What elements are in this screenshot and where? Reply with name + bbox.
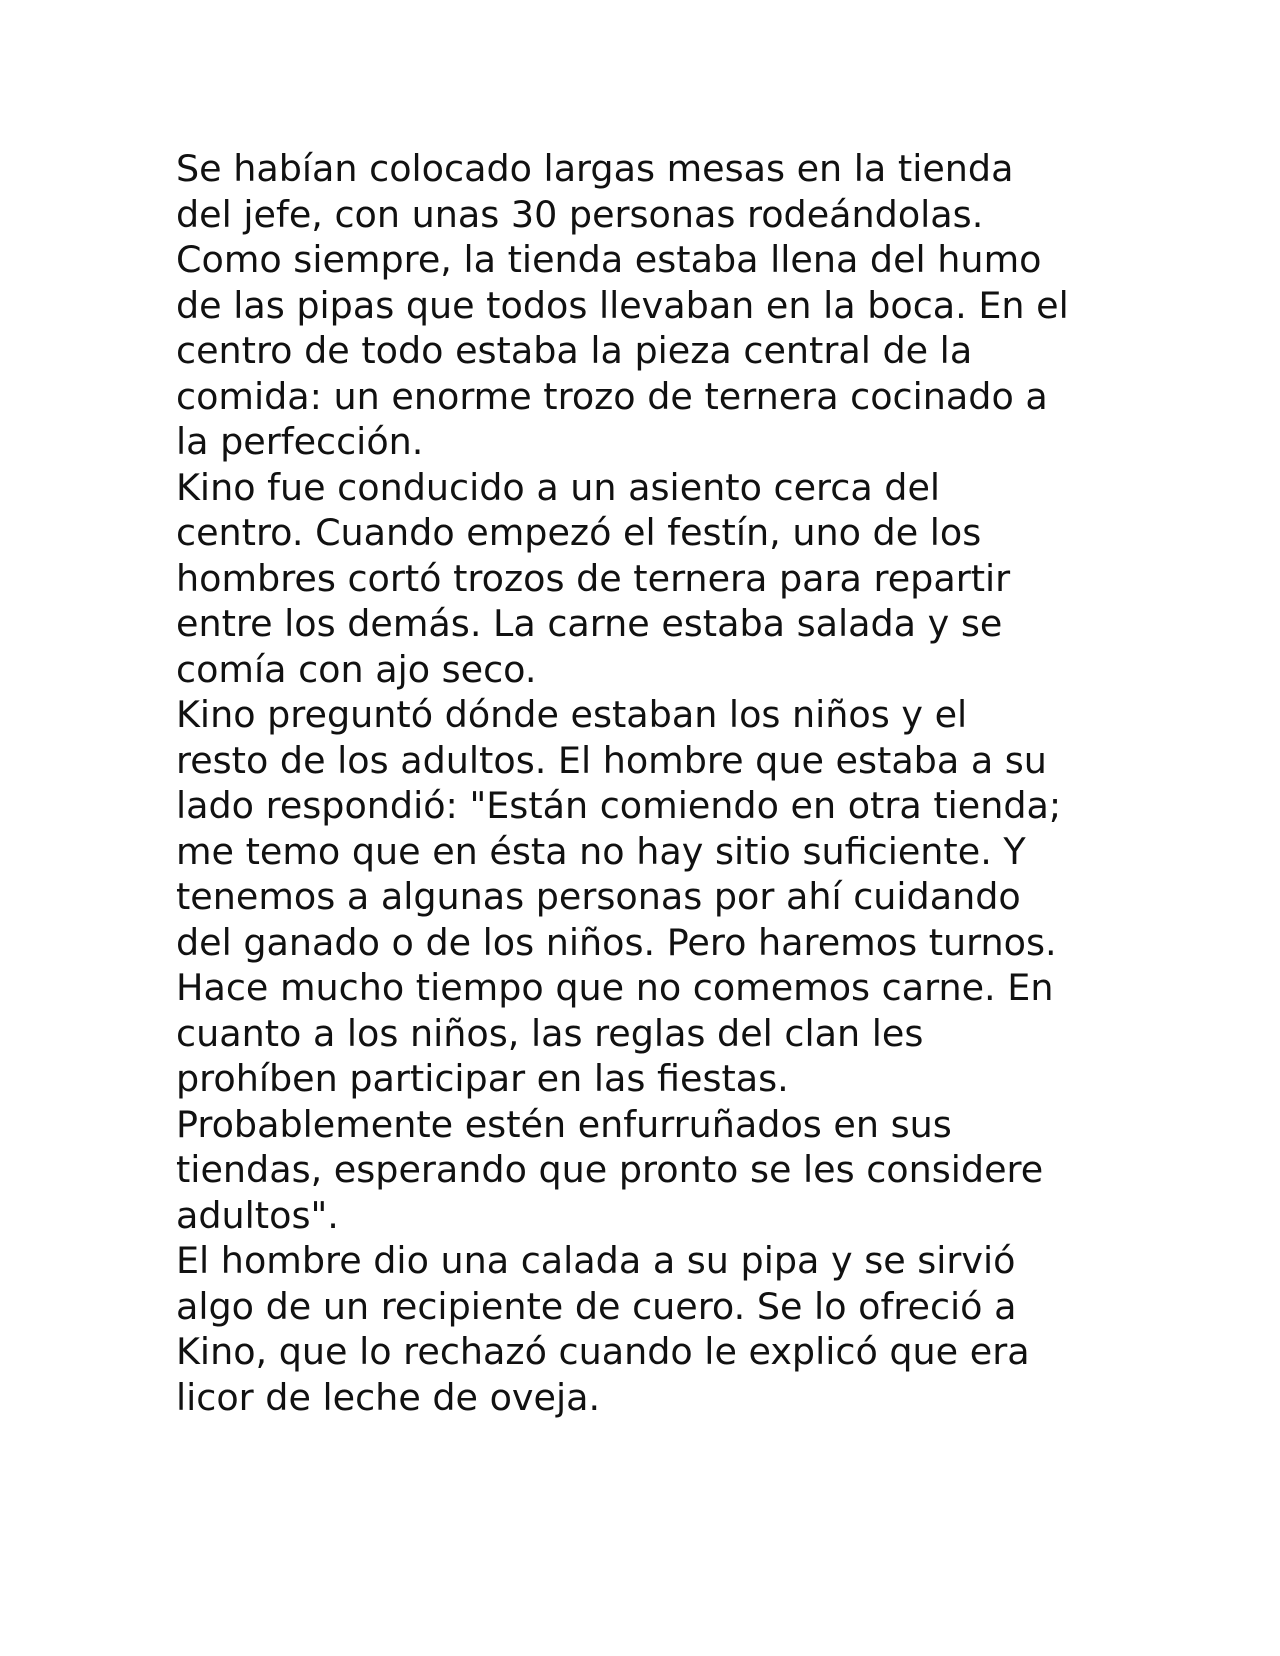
text-line: prohíben participar en las fiestas. (176, 1057, 789, 1100)
text-line: Kino fue conducido a un asiento cerca del (176, 465, 941, 509)
text-line: del ganado o de los niños. Pero haremos turnos. (176, 920, 1057, 964)
text-line: Hace mucho tiempo que no comemos carne. En (176, 966, 1054, 1009)
text-line: tenemos a algunas personas por ahí cuidando (176, 875, 1021, 918)
text-line: Se habían colocado largas mesas en la tienda (176, 147, 1014, 190)
text-line: adultos". (176, 1193, 339, 1237)
body-text (176, 146, 1136, 1420)
text-line: Kino, que lo rechazó cuando le explicó que era (176, 1330, 1030, 1373)
text-line: cuanto a los niños, las reglas del clan les (176, 1011, 924, 1055)
text-line: hombres cortó trozos de ternera para repartir (176, 556, 1011, 600)
text-line: lado respondió: "Están comiendo en otra tienda; (176, 784, 1062, 827)
text-line: del jefe, con unas 30 personas rodeándolas. (176, 192, 984, 236)
text-line: El hombre dio una calada a su pipa y se sirvió (176, 1239, 1016, 1282)
text-line: tiendas, esperando que pronto se les considere (176, 1148, 1044, 1191)
text-line: Probablemente estén enfurruñados en sus (176, 1102, 952, 1146)
text-line: Kino preguntó dónde estaban los niños y el (176, 693, 968, 736)
text-line: la perfección. (176, 420, 424, 463)
text-line: resto de los adultos. El hombre que estaba a su (176, 738, 1047, 782)
text-line: entre los demás. La carne estaba salada y se (176, 602, 1003, 645)
text-line: algo de un recipiente de cuero. Se lo ofreció a (176, 1284, 1017, 1328)
text-line: comida: un enorme trozo de ternera cocinado a (176, 374, 1048, 418)
text-line: centro. Cuando empezó el festín, uno de los (176, 511, 982, 554)
text-line: licor de leche de oveja. (176, 1375, 601, 1419)
text-line: comía con ajo seco. (176, 647, 537, 691)
text-line: de las pipas que todos llevaban en la boca. En el (176, 283, 1069, 327)
text-line: me temo que en ésta no hay sitio suficiente. Y (176, 829, 1026, 873)
text-line: centro de todo estaba la pieza central de la (176, 329, 973, 372)
text-line: Como siempre, la tienda estaba llena del humo (176, 238, 1042, 281)
